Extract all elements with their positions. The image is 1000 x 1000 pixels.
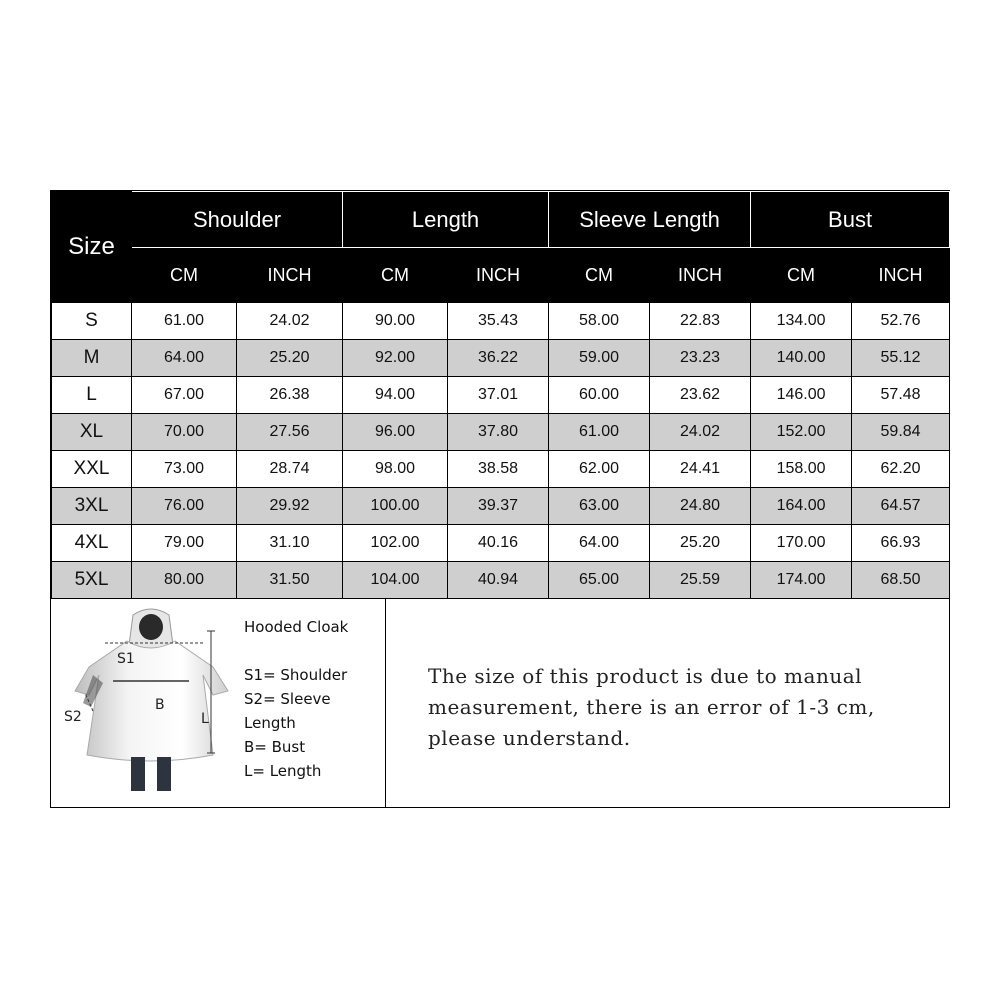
note-line: please understand. [428, 726, 631, 750]
table-row [52, 377, 950, 414]
unit-header: INCH [650, 248, 751, 303]
value-cell: 35.43 [448, 303, 549, 340]
value-cell: 140.00 [751, 340, 852, 377]
value-cell: 100.00 [343, 488, 448, 525]
table-row [52, 525, 950, 562]
value-cell: 59.00 [549, 340, 650, 377]
cloak-figure [63, 605, 241, 795]
size-cell: XL [52, 414, 132, 451]
value-cell: 62.20 [852, 451, 950, 488]
value-cell: 22.83 [650, 303, 751, 340]
value-cell: 23.23 [650, 340, 751, 377]
label-s2: S2 [64, 709, 82, 725]
value-cell: 146.00 [751, 377, 852, 414]
note-line: measurement, there is an error of 1-3 cm, [428, 695, 875, 719]
value-cell: 40.94 [448, 562, 549, 599]
value-cell: 164.00 [751, 488, 852, 525]
value-cell: 26.38 [237, 377, 343, 414]
measurement-note [428, 661, 928, 754]
value-cell: 134.00 [751, 303, 852, 340]
table-row [52, 340, 950, 377]
table-row [52, 451, 950, 488]
value-cell: 29.92 [237, 488, 343, 525]
note-box [386, 599, 949, 807]
table-row [52, 303, 950, 340]
value-cell: 24.80 [650, 488, 751, 525]
value-cell: 152.00 [751, 414, 852, 451]
value-cell: 61.00 [549, 414, 650, 451]
table-row [52, 488, 950, 525]
value-cell: 55.12 [852, 340, 950, 377]
size-cell: 4XL [52, 525, 132, 562]
value-cell: 70.00 [132, 414, 237, 451]
value-cell: 96.00 [343, 414, 448, 451]
value-cell: 24.41 [650, 451, 751, 488]
size-cell: 3XL [52, 488, 132, 525]
value-cell: 68.50 [852, 562, 950, 599]
value-cell: 94.00 [343, 377, 448, 414]
value-cell: 98.00 [343, 451, 448, 488]
table-row [52, 414, 950, 451]
value-cell: 37.01 [448, 377, 549, 414]
label-l: L [201, 711, 209, 727]
value-cell: 76.00 [132, 488, 237, 525]
value-cell: 24.02 [237, 303, 343, 340]
value-cell: 25.20 [237, 340, 343, 377]
value-cell: 23.62 [650, 377, 751, 414]
legend-item: B= Bust [244, 738, 306, 756]
value-cell: 104.00 [343, 562, 448, 599]
legend-item: S1= Shoulder [244, 666, 348, 684]
value-cell: 79.00 [132, 525, 237, 562]
value-cell: 170.00 [751, 525, 852, 562]
unit-header: INCH [448, 248, 549, 303]
size-header: Size [52, 192, 132, 303]
diagram-legend [244, 615, 385, 783]
value-cell: 67.00 [132, 377, 237, 414]
value-cell: 63.00 [549, 488, 650, 525]
measurement-diagram [51, 599, 386, 807]
value-cell: 66.93 [852, 525, 950, 562]
value-cell: 60.00 [549, 377, 650, 414]
size-cell: XXL [52, 451, 132, 488]
size-cell: S [52, 303, 132, 340]
value-cell: 40.16 [448, 525, 549, 562]
value-cell: 27.56 [237, 414, 343, 451]
legend-item: L= Length [244, 762, 322, 780]
value-cell: 37.80 [448, 414, 549, 451]
group-header-shoulder: Shoulder [132, 192, 343, 248]
value-cell: 57.48 [852, 377, 950, 414]
value-cell: 64.57 [852, 488, 950, 525]
value-cell: 25.20 [650, 525, 751, 562]
label-b: B [155, 697, 165, 713]
value-cell: 39.37 [448, 488, 549, 525]
product-name: Hooded Cloak [244, 618, 349, 636]
value-cell: 62.00 [549, 451, 650, 488]
value-cell: 24.02 [650, 414, 751, 451]
note-line: The size of this product is due to manual [428, 664, 863, 688]
unit-header: CM [132, 248, 237, 303]
value-cell: 174.00 [751, 562, 852, 599]
size-cell: L [52, 377, 132, 414]
size-cell: M [52, 340, 132, 377]
value-cell: 90.00 [343, 303, 448, 340]
value-cell: 158.00 [751, 451, 852, 488]
bottom-panel [51, 599, 949, 807]
value-cell: 80.00 [132, 562, 237, 599]
value-cell: 28.74 [237, 451, 343, 488]
value-cell: 92.00 [343, 340, 448, 377]
legend-item: S2= Sleeve Length [244, 690, 331, 732]
value-cell: 31.50 [237, 562, 343, 599]
size-chart [50, 190, 950, 808]
size-cell: 5XL [52, 562, 132, 599]
value-cell: 65.00 [549, 562, 650, 599]
table-row [52, 562, 950, 599]
group-header-length: Length [343, 192, 549, 248]
unit-header: CM [751, 248, 852, 303]
value-cell: 38.58 [448, 451, 549, 488]
unit-header: CM [549, 248, 650, 303]
group-header-sleeve-length: Sleeve Length [549, 192, 751, 248]
value-cell: 25.59 [650, 562, 751, 599]
value-cell: 73.00 [132, 451, 237, 488]
value-cell: 64.00 [549, 525, 650, 562]
value-cell: 59.84 [852, 414, 950, 451]
group-header-bust: Bust [751, 192, 950, 248]
unit-header: INCH [852, 248, 950, 303]
value-cell: 58.00 [549, 303, 650, 340]
unit-header: CM [343, 248, 448, 303]
value-cell: 64.00 [132, 340, 237, 377]
value-cell: 61.00 [132, 303, 237, 340]
label-s1: S1 [117, 651, 135, 667]
value-cell: 52.76 [852, 303, 950, 340]
value-cell: 102.00 [343, 525, 448, 562]
size-table [51, 191, 950, 599]
unit-header: INCH [237, 248, 343, 303]
value-cell: 36.22 [448, 340, 549, 377]
value-cell: 31.10 [237, 525, 343, 562]
